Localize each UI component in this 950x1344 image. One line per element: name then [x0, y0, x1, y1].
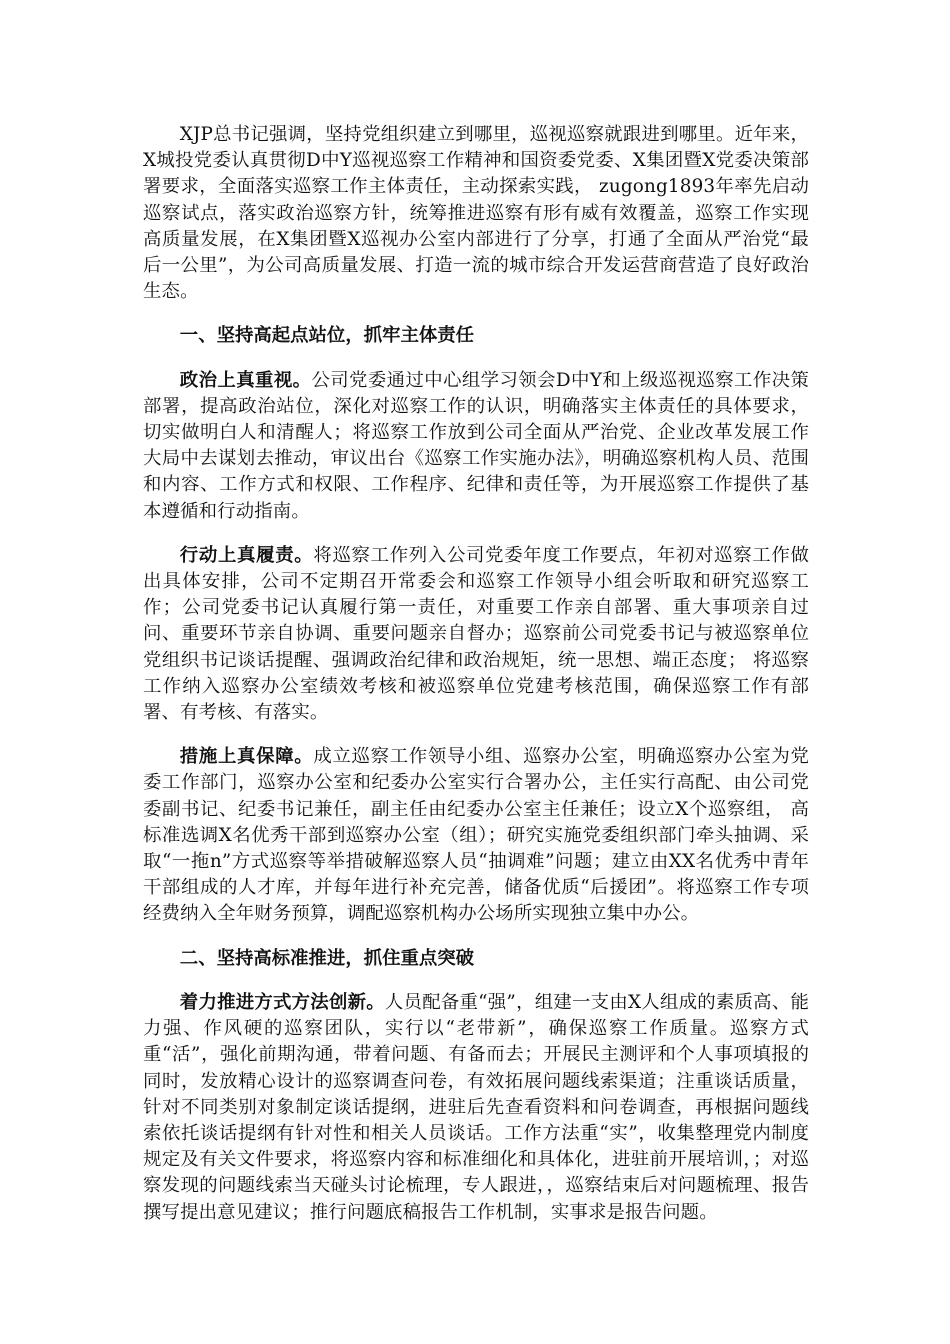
- paragraph-body: 将巡察工作列入公司党委年度工作要点，年初对巡察工作做出具体安排，公司不定期召开常委会和巡察工作领导小组会听取和研究巡察工作；公司党委书记认真履行第一责任，对重要工作亲自部署、重大事项亲自过问、重要环节亲自协调、重要问题亲自督办；巡察前公司党委书记与被巡察单位党组织书记谈话提醒、强调政治纪律和政治规矩，统一思想、端正态度； 将巡察工作纳入巡察办公室绩效考核和被巡察单位党建考核范围，确保巡察工作有部署、有考核、有落实。: [143, 544, 809, 724]
- paragraph-lead: 措施上真保障。: [179, 746, 314, 768]
- paragraph-measures: [143, 744, 809, 927]
- paragraph-body: 成立巡察工作领导小组、巡察办公室，明确巡察办公室为党委工作部门，巡察办公室和纪委办公室实行合署办公，主任实行高配、由公司党委副书记、纪委书记兼任，副主任由纪委办公室主任兼任；设立X个巡察组， 高标准选调X名优秀干部到巡察办公室（组）；研究实施党委组织部门牵头抽调、采取“一拖n”方式巡察等举措破解巡察人员“抽调难”问题；建立由XX名优秀中青年干部组成的人才库，并每年进行补充完善，储备优质“后援团”。将巡察工作专项经费纳入全年财务预算，调配巡察机构办公场所实现独立集中办公。: [143, 746, 809, 925]
- paragraph-body: 公司党委通过中心组学习领会D中Y和上级巡视巡察工作决策部署，提高政治站位，深化对巡察工作的认识，明确落实主体责任的具体要求，切实做明白人和清醒人；将巡察工作放到公司全面从严治党、企业改革发展工作大局中去谋划去推动，审议出台《巡察工作实施办法》，明确巡察机构人员、范围和内容、工作方式和权限、工作程序、纪律和责任等，为开展巡察工作提供了基本遵循和行动指南。: [143, 369, 809, 522]
- paragraph-lead: 着力推进方式方法创新。: [179, 991, 385, 1013]
- document-page: [143, 122, 809, 1226]
- paragraph-lead: 政治上真重视。: [179, 369, 312, 391]
- intro-paragraph: XJP总书记强调，坚持党组织建立到哪里，巡视巡察就跟进到哪里。近年来，X城投党委认真贯彻D中Y巡视巡察工作精神和国资委党委、X集团暨X党委决策部署要求，全面落实巡察工作主体责任，主动探索实践， zugong1893年率先启动巡察试点，落实政治巡察方针，统筹推进巡察有形有威有效覆盖，巡察工作实现高质量发展，在X集团暨X巡视办公室内部进行了分享，打通了全面从严治党“最后一公里”，为公司高质量发展、打造一流的城市综合开发运营商营造了良好政治生态。: [143, 124, 809, 303]
- paragraph-action: [143, 543, 809, 726]
- paragraph-political: [143, 368, 809, 525]
- section-heading-1: 一、坚持高起点站位，抓牢主体责任: [179, 325, 475, 347]
- paragraph-innovation: [143, 990, 809, 1226]
- paragraph-lead: 行动上真履责。: [179, 544, 314, 566]
- paragraph-body: 人员配备重“强”，组建一支由X人组成的素质高、能力强、作风硬的巡察团队，实行以“老带新”，确保巡察工作质量。巡察方式重“活”，强化前期沟通，带着问题、有备而去；开展民主测评和个人事项填报的同时，发放精心设计的巡察调查问卷，有效拓展问题线索渠道；注重谈话质量，针对不同类别对象制定谈话提纲，进驻后先查看资料和问卷调查，再根据问题线索依托谈话提纲有针对性和相关人员谈话。工作方法重“实”，收集整理党内制度规定及有关文件要求，将巡察内容和标准细化和具体化，进驻前开展培训，；对巡察发现的问题线索当天碰头讨论梳理，专人跟进，，巡察结束后对问题梳理、报告撰写提出意见建议；推行问题底稿报告工作机制，实事求是报告问题。: [143, 991, 810, 1223]
- section-heading-2: 二、坚持高标准推进，抓住重点突破: [179, 947, 475, 969]
